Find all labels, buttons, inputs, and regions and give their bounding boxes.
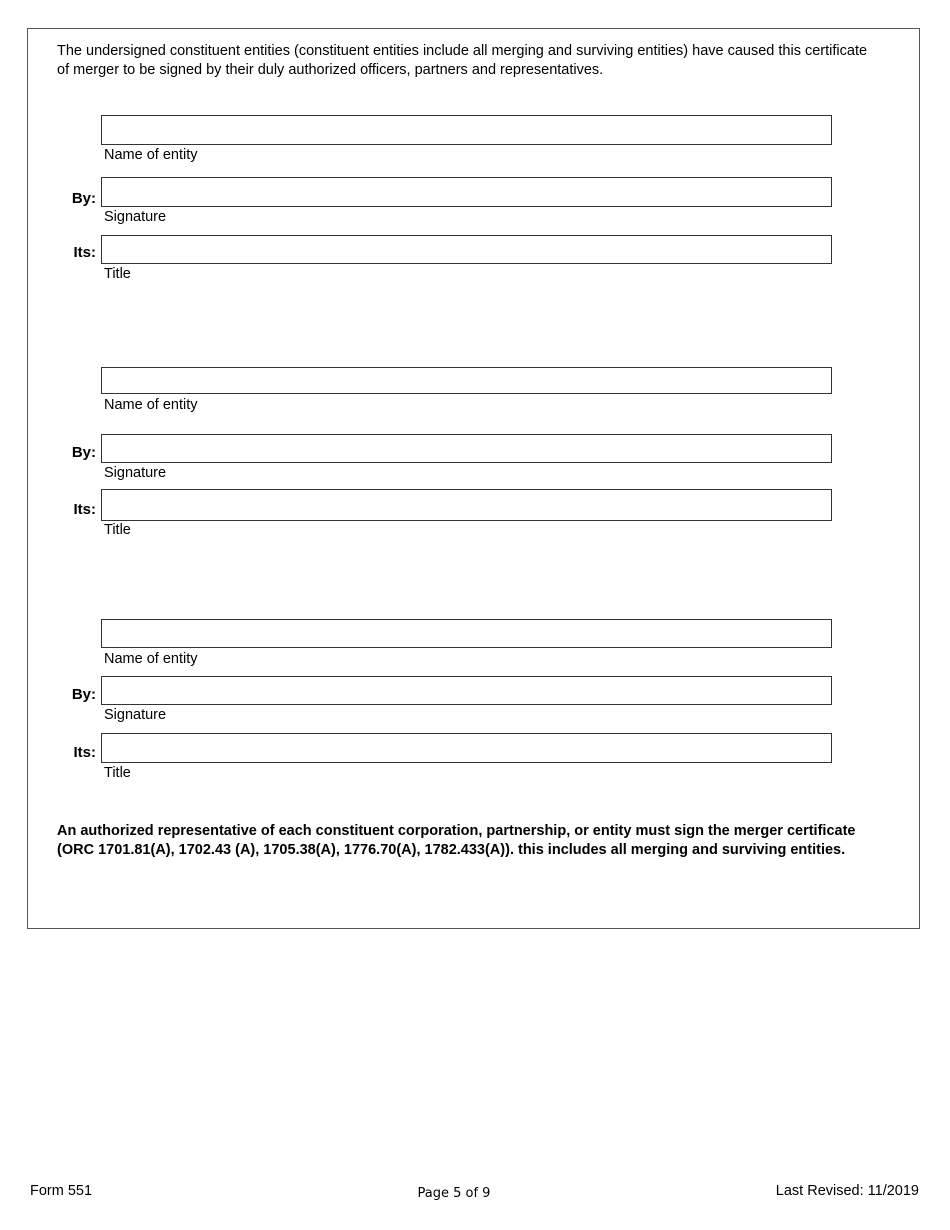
signature-field-3[interactable]	[101, 676, 832, 705]
signature-input-2[interactable]	[102, 435, 831, 462]
its-label-1: Its:	[73, 244, 96, 261]
title-field-2[interactable]	[101, 489, 832, 521]
signature-input-1[interactable]	[102, 178, 831, 206]
title-field-3[interactable]	[101, 733, 832, 763]
last-revised: Last Revised: 11/2019	[775, 1183, 919, 1199]
its-label-3: Its:	[73, 744, 96, 761]
signature-input-3[interactable]	[102, 677, 831, 704]
signature-field-2[interactable]	[101, 434, 832, 463]
title-input-1[interactable]	[102, 236, 831, 263]
signature-caption-2: Signature	[104, 465, 167, 481]
entity-name-field-3[interactable]	[101, 619, 832, 648]
title-input-2[interactable]	[102, 490, 831, 520]
entity-name-input-2[interactable]	[102, 368, 831, 393]
signature-field-1[interactable]	[101, 177, 832, 207]
entity-name-input-3[interactable]	[102, 620, 831, 647]
entity-name-field-1[interactable]	[101, 115, 832, 145]
by-label-3: By:	[71, 686, 96, 703]
title-caption-1: Title	[104, 266, 131, 282]
by-label-1: By:	[71, 190, 96, 207]
title-caption-3: Title	[104, 765, 131, 781]
entity-name-field-2[interactable]	[101, 367, 832, 394]
signature-caption-3: Signature	[104, 707, 167, 723]
title-field-1[interactable]	[101, 235, 832, 264]
entity-name-caption-2: Name of entity	[104, 397, 198, 413]
page-number: Page 5 of 9	[417, 1186, 491, 1201]
title-input-3[interactable]	[102, 734, 831, 762]
form-number: Form 551	[30, 1183, 93, 1199]
signing-requirement-note: An authorized representative of each constituent corporation, partnership, or entity must sign the merger certificate (ORC 1701.81(A), 1702.43 (A), 1705.38(A), 1776.70(A), 1782.433(A)). this includes all merging and surviving entities.	[57, 823, 856, 858]
by-label-2: By:	[71, 444, 96, 461]
entity-name-caption-1: Name of entity	[104, 147, 198, 163]
intro-text: The undersigned constituent entities (constituent entities include all merging and surviving entities) have caused this certificate of merger to be signed by their duly authorized officers, partners and representatives.	[57, 43, 868, 78]
entity-name-caption-3: Name of entity	[104, 651, 198, 667]
title-caption-2: Title	[104, 522, 131, 538]
signature-caption-1: Signature	[104, 209, 167, 225]
its-label-2: Its:	[73, 501, 96, 518]
entity-name-input-1[interactable]	[102, 116, 831, 144]
